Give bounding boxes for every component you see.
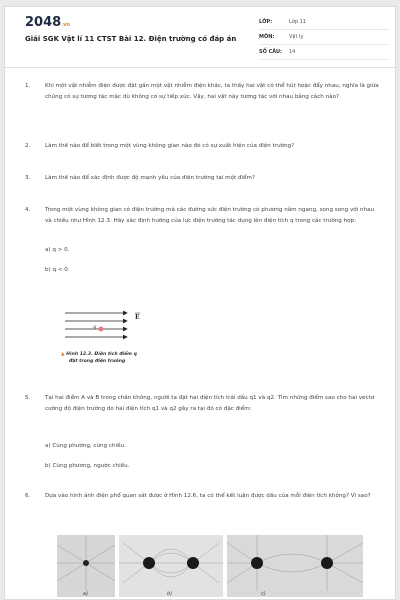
question-3 [25, 173, 381, 184]
meta-table [259, 15, 389, 60]
question-number: 4. [25, 207, 31, 213]
figure-12-6-photos [57, 535, 363, 597]
triangle-icon: ▲ [61, 352, 65, 357]
caption-line-2: đặt trong điện trường [69, 359, 126, 364]
question-5 [25, 393, 381, 415]
field-pattern-c [227, 535, 363, 591]
q4-option-b: b) q < 0. [45, 267, 70, 273]
meta-key: SỐ CÂU: [259, 49, 283, 55]
question-number: 2. [25, 143, 31, 149]
meta-row-count [259, 45, 389, 60]
meta-row-subject [259, 30, 389, 45]
field-label: E [135, 314, 140, 321]
meta-value: Lớp 11 [289, 19, 306, 25]
question-text: Trong một vùng không gian có điện trường mà các đường sức điện trường có phương nằm ngang, song song với nhau và chiều như Hình 12.3. Hãy xác định hướng của lực điện trường tác dụng lên điện tích q trong các trường hợp: [45, 207, 375, 224]
meta-row-class [259, 15, 389, 30]
question-number: 5. [25, 395, 31, 401]
q5-option-a: a) Cùng phương, cùng chiều. [45, 443, 126, 449]
field-pattern-b [119, 535, 223, 591]
field-photo-b [119, 535, 223, 597]
field-photo-c [227, 535, 363, 597]
question-text: Làm thế nào để biết trong một vùng không gian nào đó có sự xuất hiện của điện trường? [45, 143, 295, 149]
question-2 [25, 141, 381, 152]
q5-option-b: b) Cùng phương, ngược chiều. [45, 463, 130, 469]
question-number: 6. [25, 493, 31, 499]
field-photo-a [57, 535, 115, 597]
logo-main: 2048 [25, 15, 62, 30]
figure-caption [61, 351, 137, 365]
figure-12-3 [55, 307, 175, 377]
meta-value: Vật lý [289, 34, 304, 40]
meta-key: LỚP: [259, 19, 273, 25]
photo-label: c) [261, 591, 266, 597]
document-page [4, 6, 396, 600]
question-text: Khi một vật nhiễm điện được đặt gần một vật nhiễm điện khác, ta thấy hai vật có thể hút hoặc đẩy nhau, nghĩa là giữa chúng có sự tương tác mặc dù không có sự tiếp xúc. Vậy, hai vật này tương tác với nhau bằng cách nào? [45, 83, 379, 100]
question-text: Dựa vào hình ảnh điện phổ quan sát được ở Hình 12.6, ta có thể kết luận được dấu của mỗi điện tích không? Vì sao? [45, 493, 371, 499]
question-text: Làm thế nào để xác định được độ mạnh yếu của điện trường tại một điểm? [45, 175, 255, 181]
field-lines-diagram [55, 307, 175, 351]
question-4 [25, 205, 381, 227]
document-header [5, 7, 395, 68]
charge-label: q [93, 324, 97, 330]
logo-suffix: .vn [61, 22, 70, 28]
document-title: Giải SGK Vật lí 11 CTST Bài 12. Điện trường có đáp án [25, 35, 237, 43]
question-1 [25, 81, 381, 103]
question-6 [25, 491, 381, 502]
photo-label: a) [83, 591, 89, 597]
caption-line-1: Hình 12.3. Điện tích điểm q [66, 352, 137, 357]
meta-value: 14 [289, 49, 296, 55]
question-number: 3. [25, 175, 31, 181]
charge-dot [99, 327, 104, 332]
field-pattern-a [57, 535, 115, 591]
meta-key: MÔN: [259, 34, 275, 40]
q4-option-a: a) q > 0. [45, 247, 70, 253]
site-logo[interactable] [25, 15, 70, 30]
photo-label: b) [167, 591, 173, 597]
question-text: Tại hai điểm A và B trong chân không, người ta đặt hai điện tích trái dấu q1 và q2. Tìm những điểm sao cho hai vectơ cường độ điện trường do hai điện tích q1 và q2 gây ra tại đó có đặc điểm: [45, 395, 375, 412]
question-number: 1. [25, 83, 31, 89]
